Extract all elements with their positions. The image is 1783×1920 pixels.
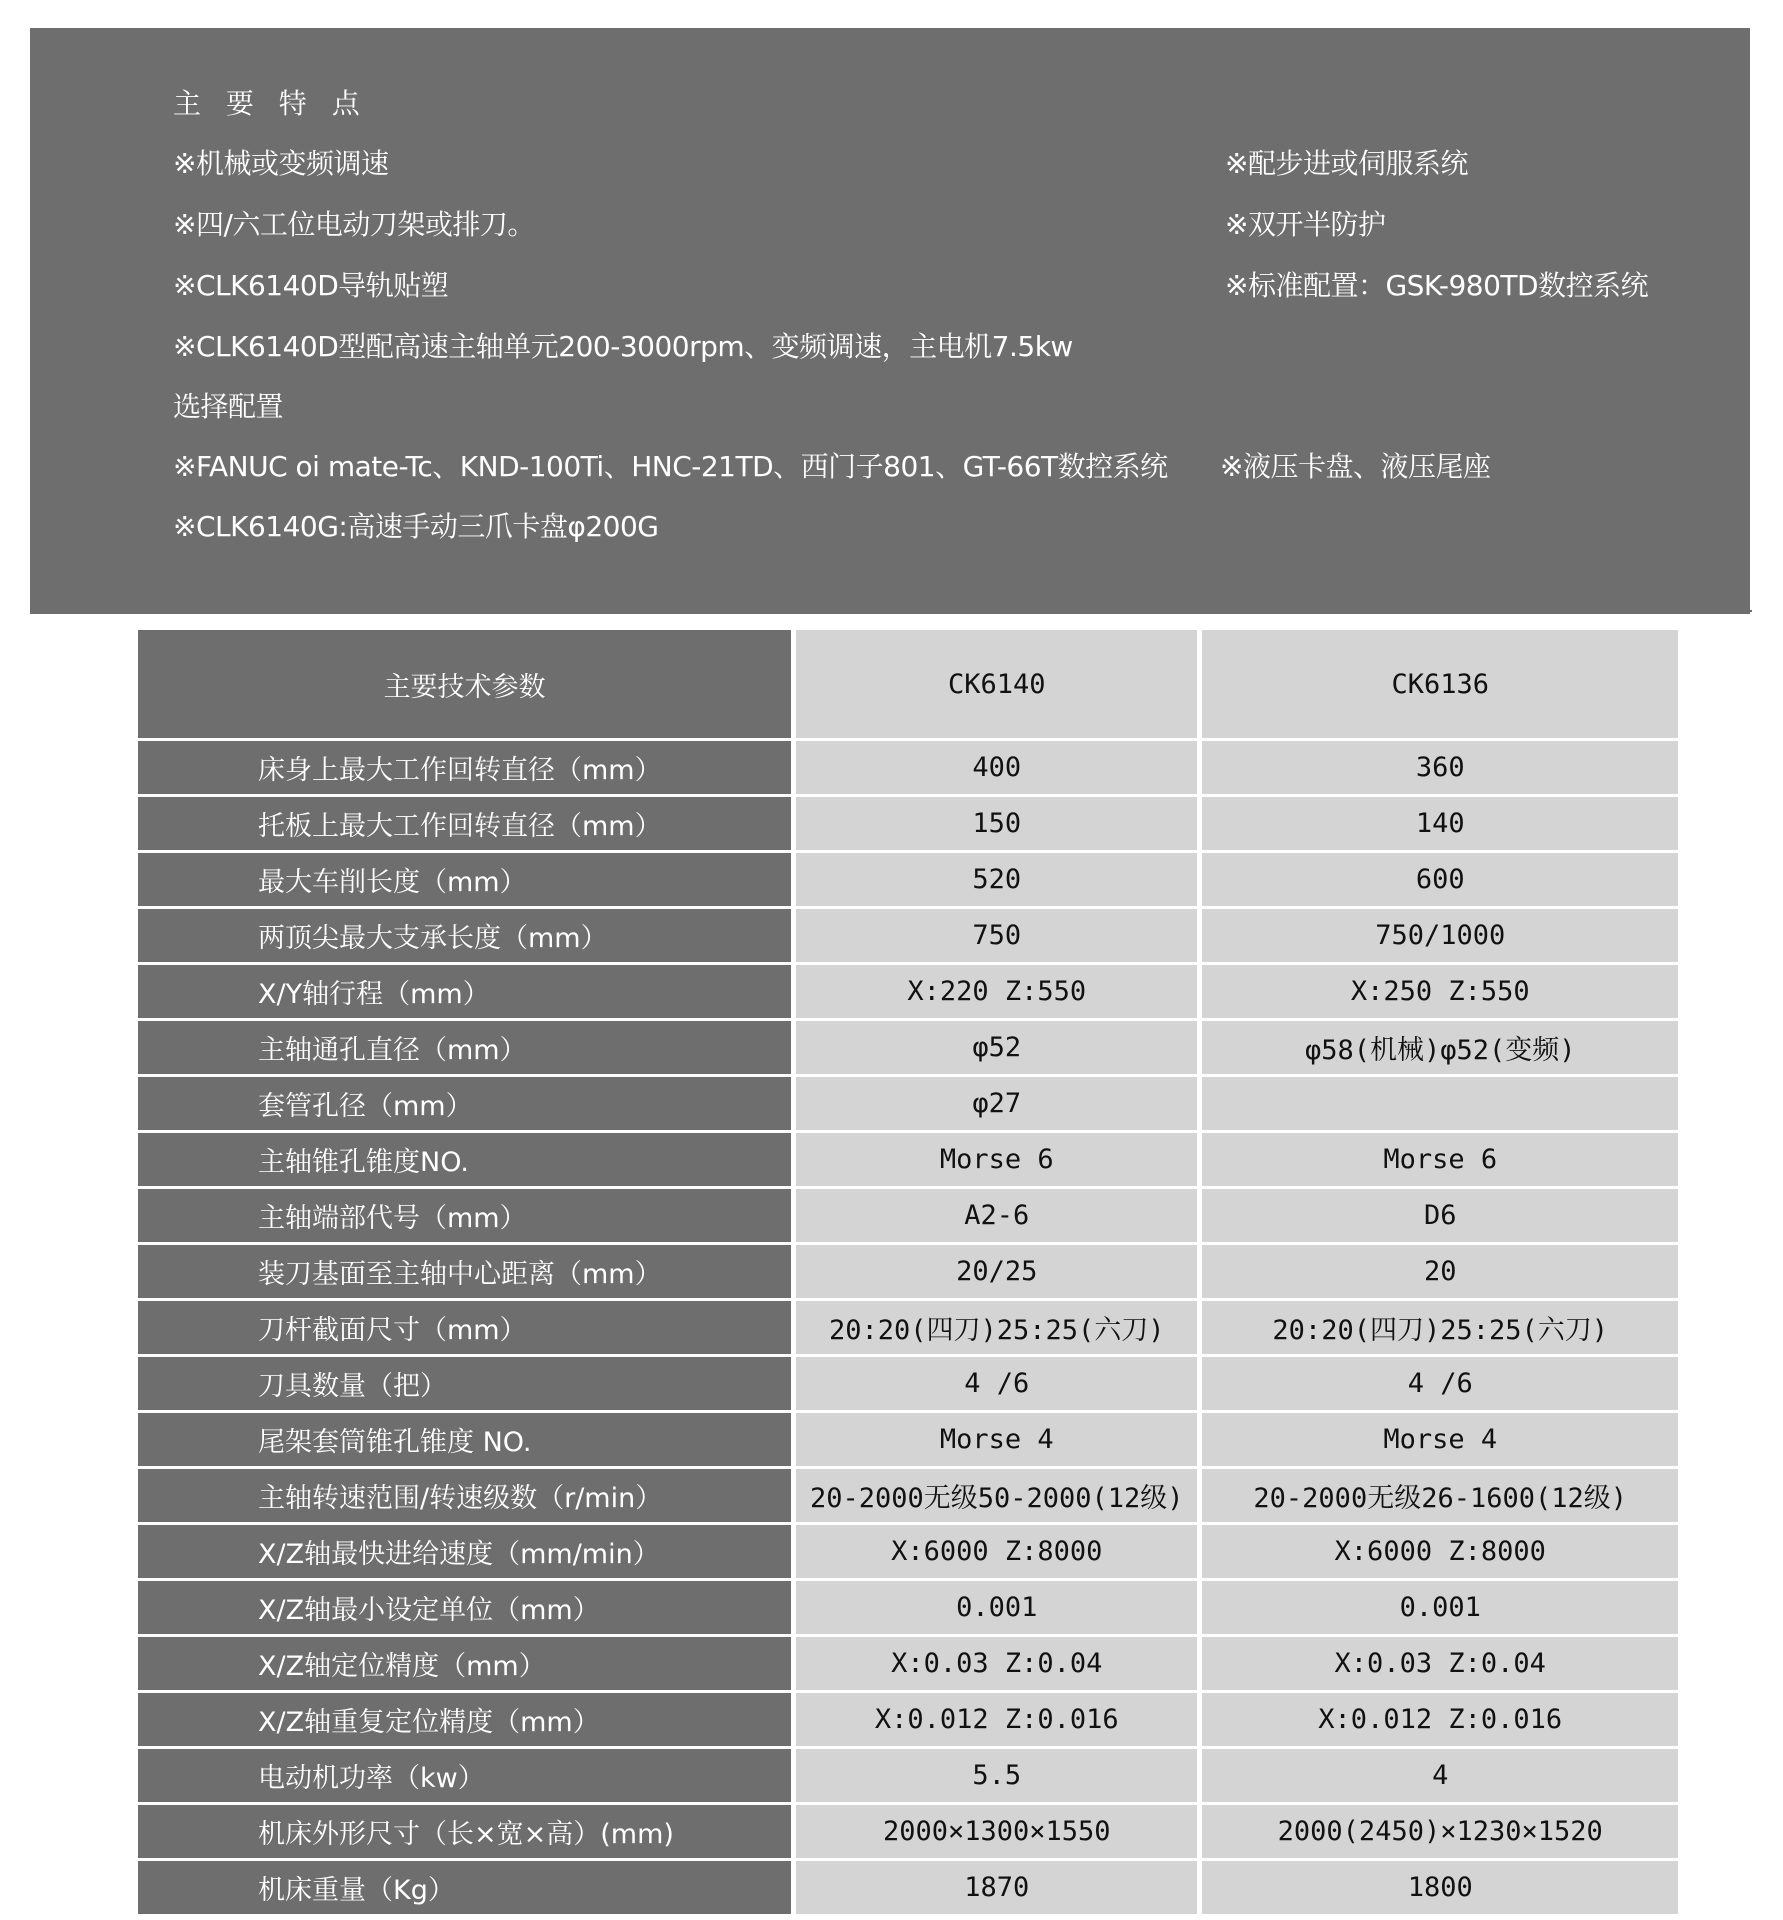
ck6140-value-cell: A2-6 — [796, 1189, 1202, 1245]
param-name-cell: 主轴端部代号（mm） — [138, 1189, 796, 1245]
ck6136-value-cell: Morse 4 — [1202, 1413, 1678, 1469]
ck6136-value-cell: D6 — [1202, 1189, 1678, 1245]
param-name-cell: 主轴转速范围/转速级数（r/min） — [138, 1469, 796, 1525]
ck6136-value-cell: 600 — [1202, 853, 1678, 909]
param-name-cell: 主轴锥孔锥度NO. — [138, 1133, 796, 1189]
ck6140-value-cell: X:220 Z:550 — [796, 965, 1202, 1021]
ck6140-value-cell: 0.001 — [796, 1581, 1202, 1637]
table-row — [138, 1469, 1678, 1525]
param-name-cell: 尾架套筒锥孔锥度 NO. — [138, 1413, 796, 1469]
ck6136-value-cell: φ58(机械)φ52(变频) — [1202, 1021, 1678, 1077]
ck6140-value-cell: 20/25 — [796, 1245, 1202, 1301]
option-item: ※CLK6140G:高速手动三爪卡盘φ200G — [173, 510, 659, 543]
ck6136-value-cell: 20-2000无级26-1600(12级) — [1202, 1469, 1678, 1525]
header-cell-ck6136: CK6136 — [1202, 630, 1678, 741]
ck6136-value-cell: X:250 Z:550 — [1202, 965, 1678, 1021]
table-row — [138, 853, 1678, 909]
feature-item: ※CLK6140D导轨贴塑 — [173, 269, 449, 302]
table-row — [138, 1133, 1678, 1189]
option-item: ※FANUC oi mate-Tc、KND-100Ti、HNC-21TD、西门子801、GT-66T数控系统 — [173, 450, 1168, 483]
feature-item: ※四/六工位电动刀架或排刀。 — [173, 208, 535, 241]
table-row — [138, 1525, 1678, 1581]
features-heading: 主 要 特 点 — [173, 87, 368, 120]
ck6136-value-cell: 1800 — [1202, 1861, 1678, 1917]
ck6136-value-cell: X:0.012 Z:0.016 — [1202, 1693, 1678, 1749]
ck6140-value-cell: X:0.012 Z:0.016 — [796, 1693, 1202, 1749]
param-name-cell: 机床外形尺寸（长×宽×高）(mm) — [138, 1805, 796, 1861]
ck6140-value-cell: 150 — [796, 797, 1202, 853]
table-row — [138, 1693, 1678, 1749]
ck6140-value-cell: 750 — [796, 909, 1202, 965]
ck6140-value-cell: 520 — [796, 853, 1202, 909]
param-name-cell: X/Z轴最小设定单位（mm） — [138, 1581, 796, 1637]
ck6140-value-cell: 20-2000无级50-2000(12级) — [796, 1469, 1202, 1525]
param-name-cell: X/Z轴重复定位精度（mm） — [138, 1693, 796, 1749]
ck6136-value-cell: 0.001 — [1202, 1581, 1678, 1637]
param-name-cell: 最大车削长度（mm） — [138, 853, 796, 909]
header-cell-ck6140: CK6140 — [796, 630, 1202, 741]
param-name-cell: 机床重量（Kg） — [138, 1861, 796, 1917]
table-row — [138, 1301, 1678, 1357]
table-row — [138, 1077, 1678, 1133]
table-row — [138, 1245, 1678, 1301]
option-item: ※液压卡盘、液压尾座 — [1220, 450, 1491, 483]
table-row — [138, 1189, 1678, 1245]
options-heading: 选择配置 — [173, 390, 284, 423]
features-panel — [30, 28, 1750, 614]
ck6136-value-cell: 20:20(四刀)25:25(六刀) — [1202, 1301, 1678, 1357]
ck6140-value-cell: φ52 — [796, 1021, 1202, 1077]
ck6140-value-cell: 5.5 — [796, 1749, 1202, 1805]
table-row — [138, 1021, 1678, 1077]
spec-table — [138, 630, 1678, 1917]
param-name-cell: 套管孔径（mm） — [138, 1077, 796, 1133]
table-row — [138, 1805, 1678, 1861]
ck6140-value-cell: 20:20(四刀)25:25(六刀) — [796, 1301, 1202, 1357]
ck6140-value-cell: X:0.03 Z:0.04 — [796, 1637, 1202, 1693]
ck6136-value-cell: 750/1000 — [1202, 909, 1678, 965]
ck6140-value-cell: Morse 4 — [796, 1413, 1202, 1469]
feature-item: ※配步进或伺服系统 — [1225, 147, 1468, 180]
param-name-cell: 刀杆截面尺寸（mm） — [138, 1301, 796, 1357]
ck6136-value-cell: 2000(2450)×1230×1520 — [1202, 1805, 1678, 1861]
table-row — [138, 1749, 1678, 1805]
param-name-cell: 床身上最大工作回转直径（mm） — [138, 741, 796, 797]
param-name-cell: 两顶尖最大支承长度（mm） — [138, 909, 796, 965]
param-name-cell: 刀具数量（把） — [138, 1357, 796, 1413]
table-header-row — [138, 630, 1678, 741]
ck6140-value-cell: X:6000 Z:8000 — [796, 1525, 1202, 1581]
table-row — [138, 965, 1678, 1021]
ck6136-value-cell: 140 — [1202, 797, 1678, 853]
ck6136-value-cell: 4 — [1202, 1749, 1678, 1805]
param-name-cell: 装刀基面至主轴中心距离（mm） — [138, 1245, 796, 1301]
feature-item: ※机械或变频调速 — [173, 147, 389, 180]
table-row — [138, 1637, 1678, 1693]
param-name-cell: X/Y轴行程（mm） — [138, 965, 796, 1021]
param-name-cell: 托板上最大工作回转直径（mm） — [138, 797, 796, 853]
header-cell-param: 主要技术参数 — [138, 630, 796, 741]
ck6136-value-cell: Morse 6 — [1202, 1133, 1678, 1189]
param-name-cell: X/Z轴最快进给速度（mm/min） — [138, 1525, 796, 1581]
param-name-cell: 电动机功率（kw） — [138, 1749, 796, 1805]
ck6136-value-cell: X:6000 Z:8000 — [1202, 1525, 1678, 1581]
ck6140-value-cell: 1870 — [796, 1861, 1202, 1917]
feature-item: ※CLK6140D型配高速主轴单元200-3000rpm、变频调速，主电机7.5kw — [173, 330, 1073, 363]
ck6140-value-cell: 4 /6 — [796, 1357, 1202, 1413]
ck6140-value-cell: φ27 — [796, 1077, 1202, 1133]
param-name-cell: 主轴通孔直径（mm） — [138, 1021, 796, 1077]
ck6136-value-cell: 4 /6 — [1202, 1357, 1678, 1413]
ck6136-value-cell — [1202, 1077, 1678, 1133]
ck6140-value-cell: 2000×1300×1550 — [796, 1805, 1202, 1861]
table-row — [138, 741, 1678, 797]
ck6136-value-cell: 360 — [1202, 741, 1678, 797]
divider — [1726, 610, 1752, 612]
table-row — [138, 1861, 1678, 1917]
table-row — [138, 1413, 1678, 1469]
param-name-cell: X/Z轴定位精度（mm） — [138, 1637, 796, 1693]
table-row — [138, 1581, 1678, 1637]
feature-item: ※双开半防护 — [1225, 208, 1386, 241]
ck6136-value-cell: 20 — [1202, 1245, 1678, 1301]
table-row — [138, 797, 1678, 853]
table-row — [138, 1357, 1678, 1413]
table-row — [138, 909, 1678, 965]
ck6140-value-cell: 400 — [796, 741, 1202, 797]
ck6140-value-cell: Morse 6 — [796, 1133, 1202, 1189]
ck6136-value-cell: X:0.03 Z:0.04 — [1202, 1637, 1678, 1693]
feature-item: ※标准配置：GSK-980TD数控系统 — [1225, 269, 1649, 302]
